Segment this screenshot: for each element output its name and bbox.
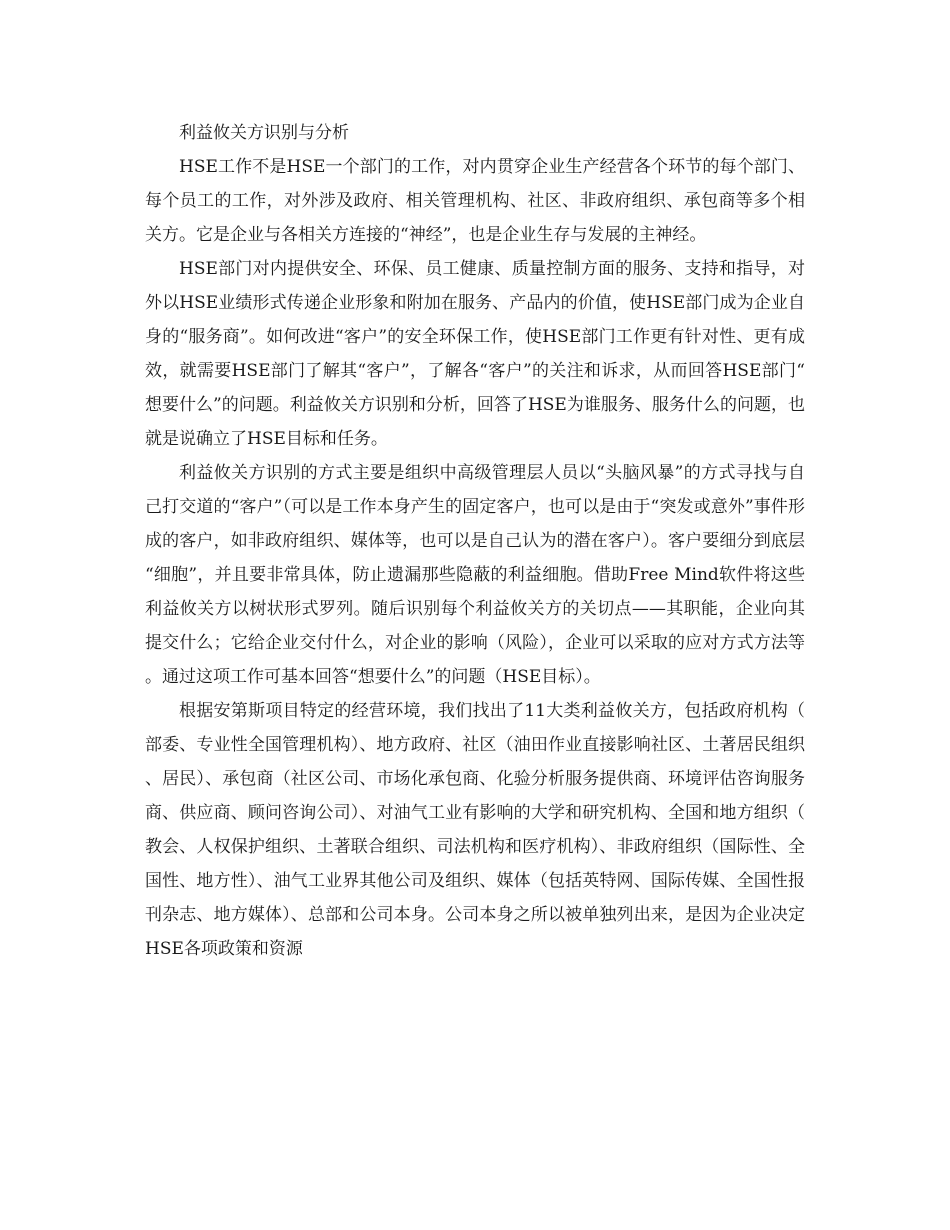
paragraph-hse-service-provider: HSE部门对内提供安全、环保、员工健康、质量控制方面的服务、支持和指导，对外以HSE业绩形式传递企业形象和附加在服务、产品内的价值，使HSE部门成为企业自身的“服务商”。如何改进“客户”的安全环保工作，使HSE部门工作更有针对性、更有成效，就需要HSE部门了解其“客户”，了解各“客户”的关注和诉求，从而回答HSE部门“想要什么”的问题。利益攸关方识别和分析，回答了HSE为谁服务、服务什么的问题，也就是说确立了HSE目标和任务。 (145, 259, 805, 449)
document-body (145, 116, 805, 966)
paragraph-stakeholder-identification: 利益攸关方识别的方式主要是组织中高级管理层人员以“头脑风暴”的方式寻找与自己打交道的“客户”（可以是工作本身产生的固定客户，也可以是由于“突发或意外”事件形成的客户，如非政府组织、媒体等，也可以是自己认为的潜在客户）。客户要细分到底层“细胞”，并且要非常具体，防止遗漏那些隐蔽的利益细胞。借助Free Mind软件将这些利益攸关方以树状形式罗列。随后识别每个利益攸关方的关切点——其职能，企业向其提交什么；它给企业交付什么，对企业的影响（风险），企业可以采取的应对方式方法等。通过这项工作可基本回答“想要什么”的问题（HSE目标）。 (145, 463, 805, 687)
paragraph-hse-scope: HSE工作不是HSE一个部门的工作，对内贯穿企业生产经营各个环节的每个部门、每个员工的工作，对外涉及政府、相关管理机构、社区、非政府组织、承包商等多个相关方。它是企业与各相关方连接的“神经”，也是企业生存与发展的主神经。 (145, 157, 805, 245)
document-title: 利益攸关方识别与分析 (179, 123, 349, 143)
paragraph-andes-stakeholders: 根据安第斯项目特定的经营环境，我们找出了11大类利益攸关方，包括政府机构（部委、专业性全国管理机构）、地方政府、社区（油田作业直接影响社区、土著居民组织、居民）、承包商（社区公司、市场化承包商、化验分析服务提供商、环境评估咨询服务商、供应商、顾问咨询公司）、对油气工业有影响的大学和研究机构、全国和地方组织（教会、人权保护组织、土著联合组织、司法机构和医疗机构）、非政府组织（国际性、全国性、地方性）、油气工业界其他公司及组织、媒体（包括英特网、国际传媒、全国性报刊杂志、地方媒体）、总部和公司本身。公司本身之所以被单独列出来，是因为企业决定HSE各项政策和资源 (145, 701, 805, 959)
